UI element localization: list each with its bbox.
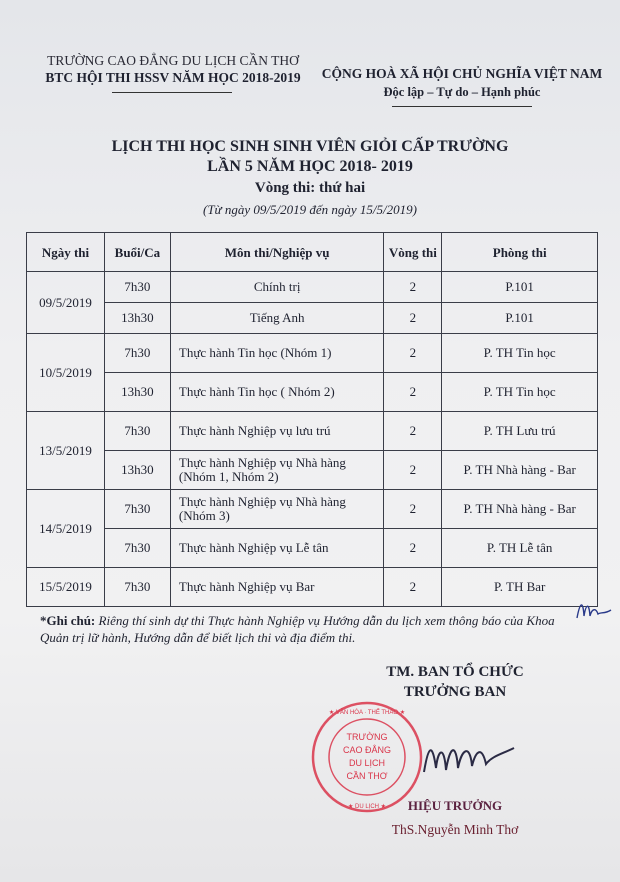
org-name: TRƯỜNG CAO ĐẲNG DU LỊCH CẦN THƠ bbox=[47, 53, 299, 68]
cell-round: 2 bbox=[384, 412, 442, 451]
cell-room: P.101 bbox=[442, 303, 598, 334]
col-header-date: Ngày thi bbox=[27, 233, 105, 272]
official-seal bbox=[310, 700, 424, 814]
nation-motto: Độc lập – Tự do – Hạnh phúc bbox=[383, 85, 541, 99]
national-header bbox=[312, 64, 612, 102]
cell-room: P.101 bbox=[442, 272, 598, 303]
cell-date: 15/5/2019 bbox=[27, 568, 105, 607]
cell-time: 13h30 bbox=[104, 451, 170, 490]
date-range: (Từ ngày 09/5/2019 đến ngày 15/5/2019) bbox=[203, 202, 417, 217]
footnote-label: *Ghi chú: bbox=[40, 613, 96, 628]
cell-time: 13h30 bbox=[104, 303, 170, 334]
cell-round: 2 bbox=[384, 272, 442, 303]
doc-title: LỊCH THI HỌC SINH SINH VIÊN GIỎI CẤP TRƯỜNG bbox=[111, 138, 509, 155]
signer-title: TRƯỞNG BAN bbox=[403, 684, 507, 700]
exam-schedule-table bbox=[26, 232, 598, 607]
cell-subject: Thực hành Tin học ( Nhóm 2) bbox=[170, 373, 384, 412]
table-header-row bbox=[27, 233, 598, 272]
svg-text:CẦN THƠ: CẦN THƠ bbox=[346, 771, 388, 781]
cell-date: 14/5/2019 bbox=[27, 490, 105, 568]
cell-room: P. TH Tin học bbox=[442, 334, 598, 373]
svg-text:TRƯỜNG: TRƯỜNG bbox=[346, 732, 388, 742]
cell-room: P. TH Lễ tân bbox=[442, 529, 598, 568]
table-row bbox=[27, 490, 598, 529]
cell-round: 2 bbox=[384, 568, 442, 607]
cell-room: P. TH Nhà hàng - Bar bbox=[442, 490, 598, 529]
table-row bbox=[27, 334, 598, 373]
col-header-session: Buổi/Ca bbox=[104, 233, 170, 272]
cell-time: 7h30 bbox=[104, 490, 170, 529]
signer-org: TM. BAN TỔ CHỨC bbox=[386, 664, 524, 680]
committee-name: BTC HỘI THI HSSV NĂM HỌC 2018-2019 bbox=[45, 70, 301, 85]
cell-room: P. TH Nhà hàng - Bar bbox=[442, 451, 598, 490]
cell-date: 13/5/2019 bbox=[27, 412, 105, 490]
cell-subject: Thực hành Nghiệp vụ Nhà hàng (Nhóm 1, Nhóm 2) bbox=[170, 451, 384, 490]
cell-time: 7h30 bbox=[104, 568, 170, 607]
doc-subtitle: LẦN 5 NĂM HỌC 2018- 2019 bbox=[207, 158, 413, 175]
signer-role: HIỆU TRƯỞNG bbox=[407, 798, 503, 813]
cell-time: 7h30 bbox=[104, 272, 170, 303]
motto-underline bbox=[392, 106, 532, 107]
table-row bbox=[27, 373, 598, 412]
cell-subject: Thực hành Nghiệp vụ Bar bbox=[170, 568, 384, 607]
cell-room: P. TH Tin học bbox=[442, 373, 598, 412]
cell-round: 2 bbox=[384, 373, 442, 412]
svg-text:★ DU LỊCH ★: ★ DU LỊCH ★ bbox=[347, 804, 387, 810]
col-header-round: Vòng thi bbox=[384, 233, 442, 272]
cell-round: 2 bbox=[384, 490, 442, 529]
cell-round: 2 bbox=[384, 303, 442, 334]
svg-text:★ VĂN HÓA · THỂ THAO ★: ★ VĂN HÓA · THỂ THAO ★ bbox=[328, 710, 406, 716]
cell-subject: Thực hành Tin học (Nhóm 1) bbox=[170, 334, 384, 373]
cell-subject: Thực hành Nghiệp vụ Lễ tân bbox=[170, 529, 384, 568]
footnote-text: Riêng thí sinh dự thi Thực hành Nghiệp vụ Hướng dẫn du lịch xem thông báo của Khoa Quản trị lữ hành, Hướng dẫn để biết lịch thi và địa điểm thi. bbox=[40, 613, 555, 645]
cell-round: 2 bbox=[384, 529, 442, 568]
table-row bbox=[27, 451, 598, 490]
margin-initials bbox=[574, 594, 614, 624]
cell-time: 7h30 bbox=[104, 334, 170, 373]
table-row bbox=[27, 568, 598, 607]
table-row bbox=[27, 529, 598, 568]
cell-room: P. TH Lưu trú bbox=[442, 412, 598, 451]
issuer-header bbox=[28, 52, 318, 86]
col-header-subject: Môn thi/Nghiệp vụ bbox=[170, 233, 384, 272]
cell-time: 13h30 bbox=[104, 373, 170, 412]
handwritten-signature bbox=[418, 728, 518, 788]
nation-name: CỘNG HOÀ XÃ HỘI CHỦ NGHĨA VIỆT NAM bbox=[321, 66, 603, 81]
table-row bbox=[27, 303, 598, 334]
svg-text:CAO ĐẲNG: CAO ĐẲNG bbox=[342, 745, 392, 755]
cell-time: 7h30 bbox=[104, 412, 170, 451]
cell-time: 7h30 bbox=[104, 529, 170, 568]
col-header-room: Phòng thi bbox=[442, 233, 598, 272]
footnote bbox=[40, 612, 580, 646]
table-row bbox=[27, 272, 598, 303]
round-label: Vòng thi: thứ hai bbox=[254, 180, 366, 196]
cell-subject: Thực hành Nghiệp vụ lưu trú bbox=[170, 412, 384, 451]
cell-round: 2 bbox=[384, 334, 442, 373]
issuer-underline bbox=[112, 92, 232, 93]
table-row bbox=[27, 412, 598, 451]
cell-date: 09/5/2019 bbox=[27, 272, 105, 334]
svg-text:DU LỊCH: DU LỊCH bbox=[348, 758, 386, 768]
signer-name: ThS.Nguyễn Minh Thơ bbox=[391, 822, 519, 837]
cell-room: P. TH Bar bbox=[442, 568, 598, 607]
cell-date: 10/5/2019 bbox=[27, 334, 105, 412]
cell-round: 2 bbox=[384, 451, 442, 490]
cell-subject: Thực hành Nghiệp vụ Nhà hàng (Nhóm 3) bbox=[170, 490, 384, 529]
cell-subject: Tiếng Anh bbox=[170, 303, 384, 334]
cell-subject: Chính trị bbox=[170, 272, 384, 303]
